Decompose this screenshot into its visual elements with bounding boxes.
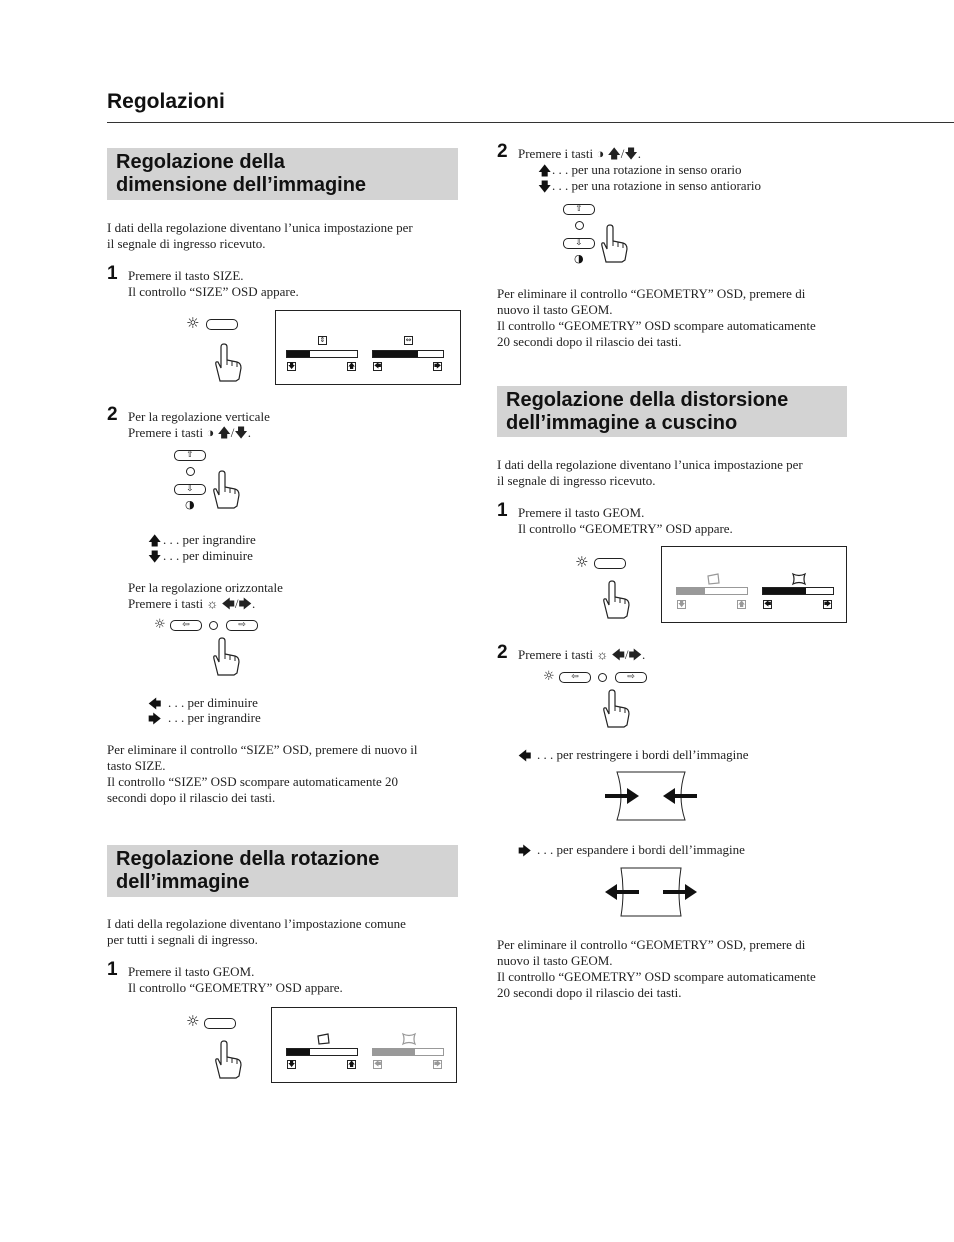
pincushion-step1-number: 1 [497,500,508,521]
size-section-heading [107,148,458,200]
sun-icon: ☼ [543,669,555,684]
pointing-hand-icon [600,580,632,620]
pincushion-step1-line2: Il controllo “GEOMETRY” OSD appare. [518,521,733,536]
horizontal-size-bar [372,350,444,358]
pincushion-icon [792,573,806,585]
arrow-down-icon: 🡇 [538,180,552,195]
horizontal-line1: Per la regolazione orizzontale [128,580,283,595]
pincushion-intro-line1: I dati della regolazione diventano l’unica impostazione per [497,457,803,472]
size-step2-line2: Premere i tasti ◑ 🡅/🡇. [128,425,252,440]
title-rule [107,122,954,123]
pincushion-step1-text [518,505,733,537]
arrow-left-icon: 🡄 [518,749,532,764]
center-indicator [209,621,218,630]
arrow-right-icon: 🡆 [148,712,162,727]
sun-icon: ☼ [186,314,200,332]
horizontal-left-caption: . . . per diminuire [168,695,258,710]
size-outro-line1: Per eliminare il controllo “SIZE” OSD, premere di nuovo il [107,742,418,757]
rotation-bar [286,1048,358,1056]
size-intro-line2: il segnale di ingresso ricevuto. [107,236,266,251]
rotation-intro [107,916,467,948]
pincushion-heading-line1: Regolazione della distorsione [506,389,789,411]
arrow-up-icon: 🡅 [538,164,552,179]
pincushion-outro-line1: Per eliminare il controllo “GEOMETRY” OSD, premere di [497,937,806,952]
pincushion-icon [402,1033,416,1045]
sun-icon: ☼ [575,553,589,571]
arrow-up-icon: 🡅 [348,1060,356,1068]
arrow-left-icon: 🡄 [764,600,772,608]
rotation-osd-panel [271,1007,457,1083]
rotation-outro-line2: nuovo il tasto GEOM. [497,302,613,317]
left-button[interactable]: ⇦ [170,620,202,631]
arrow-down-icon: 🡇 [148,550,162,565]
arrow-right-icon: 🡆 [434,1060,442,1068]
pincushion-osd-panel [661,546,847,623]
arrow-up-icon: 🡅 [348,362,356,370]
size-step2-text [128,409,270,441]
rotation-step2-number: 2 [497,141,508,162]
rotation-step1-line1: Premere il tasto GEOM. [128,964,255,979]
pincushion-outro-line4: 20 secondi dopo il rilascio dei tasti. [497,985,682,1000]
down-button[interactable]: ⇩ [563,238,595,249]
pincushion-section-heading [497,386,847,437]
rotation-icon [706,573,720,585]
pincushion-step1-line1: Premere il tasto GEOM. [518,505,645,520]
pincushion-heading-line2: dell’immagine a cuscino [506,412,738,434]
pincushion-step2-text: Premere i tasti ☼ 🡄/🡆. [518,647,646,662]
sun-icon: ☼ [154,617,166,632]
right-button[interactable]: ⇨ [226,620,258,631]
pincushion-intro-line2: il segnale di ingresso ricevuto. [497,473,656,488]
pointing-hand-icon [210,470,242,510]
size-step1-line1: Premere il tasto SIZE. [128,268,244,283]
rotation-step1-line2: Il controllo “GEOMETRY” OSD appare. [128,980,343,995]
rotation-heading-line1: Regolazione della rotazione [116,848,380,870]
rotation-step2-text: Premere i tasti ◑ 🡅/🡇. [518,146,642,161]
size-step1-number: 1 [107,263,118,284]
vertical-down-caption: . . . per diminuire [163,548,253,563]
rotation-intro-line1: I dati della regolazione diventano l’impostazione comune [107,916,406,931]
rotation-outro [497,286,857,350]
size-heading-line2: dimensione dell’immagine [116,174,367,196]
size-outro-line2: tasto SIZE. [107,758,166,773]
pincushion-outro [497,937,857,1001]
size-step2-line1: Per la regolazione verticale [128,409,270,424]
geom-button[interactable] [204,1018,236,1029]
size-heading-line1: Regolazione della [116,151,285,173]
pincushion-outro-line3: Il controllo “GEOMETRY” OSD scompare automaticamente [497,969,816,984]
arrow-down-icon: 🡇 [288,362,296,370]
pincushion-narrow-diagram [603,770,699,822]
rotation-intro-line2: per tutti i segnali di ingresso. [107,932,258,947]
rotation-step1-number: 1 [107,959,118,980]
size-step1-line2: Il controllo “SIZE” OSD appare. [128,284,299,299]
arrow-right-icon: 🡆 [518,844,532,859]
arrow-right-icon: 🡆 [824,600,832,608]
size-outro-line3: Il controllo “SIZE” OSD scompare automaticamente 20 [107,774,398,789]
center-indicator [575,221,584,230]
rotation-icon [316,1033,330,1045]
rotation-clockwise-caption: . . . per una rotazione in senso orario [552,162,742,177]
rotation-step1-text [128,964,343,996]
pointing-hand-icon [212,343,244,383]
arrow-left-icon: 🡄 [374,1060,382,1068]
down-button[interactable]: ⇩ [174,484,206,495]
half-circle-icon: ◑ [574,252,584,265]
arrow-down-icon: 🡇 [678,600,686,608]
vertical-size-icon: ⇕ [319,336,326,344]
size-outro-line4: secondi dopo il rilascio dei tasti. [107,790,276,805]
size-button[interactable] [206,319,238,330]
size-intro-line1: I dati della regolazione diventano l’unica impostazione per [107,220,413,235]
vertical-size-bar [286,350,358,358]
pincushion-bar [372,1048,444,1056]
pointing-hand-icon [210,637,242,677]
horizontal-size-icon: ⇔ [405,336,412,344]
vertical-up-caption: . . . per ingrandire [163,532,256,547]
up-button[interactable]: ⇧ [563,204,595,215]
pointing-hand-icon [212,1040,244,1080]
up-button[interactable]: ⇧ [174,450,206,461]
rotation-heading-line2: dell’immagine [116,871,250,893]
rotation-section-heading [107,845,458,897]
arrow-right-icon: 🡆 [434,362,442,370]
horizontal-instructions [128,580,283,612]
pincushion-expand-diagram [603,866,699,918]
page-title: Regolazioni [107,90,225,113]
geom-button[interactable] [594,558,626,569]
horizontal-right-caption: . . . per ingrandire [168,710,261,725]
left-button[interactable]: ⇦ [559,672,591,683]
sun-icon: ☼ [186,1012,200,1030]
size-outro [107,742,467,806]
pincushion-step2-number: 2 [497,642,508,663]
size-step2-number: 2 [107,404,118,425]
rotation-outro-line4: 20 secondi dopo il rilascio dei tasti. [497,334,682,349]
center-indicator [186,467,195,476]
pointing-hand-icon [600,689,632,729]
rotation-bar [676,587,748,595]
expand-edges-caption: . . . per espandere i bordi dell’immagine [537,842,745,857]
arrow-down-icon: 🡇 [288,1060,296,1068]
rotation-counterclockwise-caption: . . . per una rotazione in senso antiorario [552,178,762,193]
arrow-left-icon: 🡄 [148,697,162,712]
arrow-up-icon: 🡅 [148,534,162,549]
pointing-hand-icon [598,224,630,264]
horizontal-line2: Premere i tasti ☼ 🡄/🡆. [128,596,256,611]
right-button[interactable]: ⇨ [615,672,647,683]
pincushion-outro-line2: nuovo il tasto GEOM. [497,953,613,968]
pincushion-intro [497,457,857,489]
pincushion-bar [762,587,834,595]
rotation-outro-line3: Il controllo “GEOMETRY” OSD scompare automaticamente [497,318,816,333]
narrow-edges-caption: . . . per restringere i bordi dell’immagine [537,747,749,762]
arrow-left-icon: 🡄 [374,362,382,370]
arrow-up-icon: 🡅 [738,600,746,608]
rotation-outro-line1: Per eliminare il controllo “GEOMETRY” OSD, premere di [497,286,806,301]
size-osd-panel [275,310,461,385]
size-step1-text [128,268,299,300]
center-indicator [598,673,607,682]
size-intro [107,220,467,252]
half-circle-icon: ◑ [185,498,195,511]
